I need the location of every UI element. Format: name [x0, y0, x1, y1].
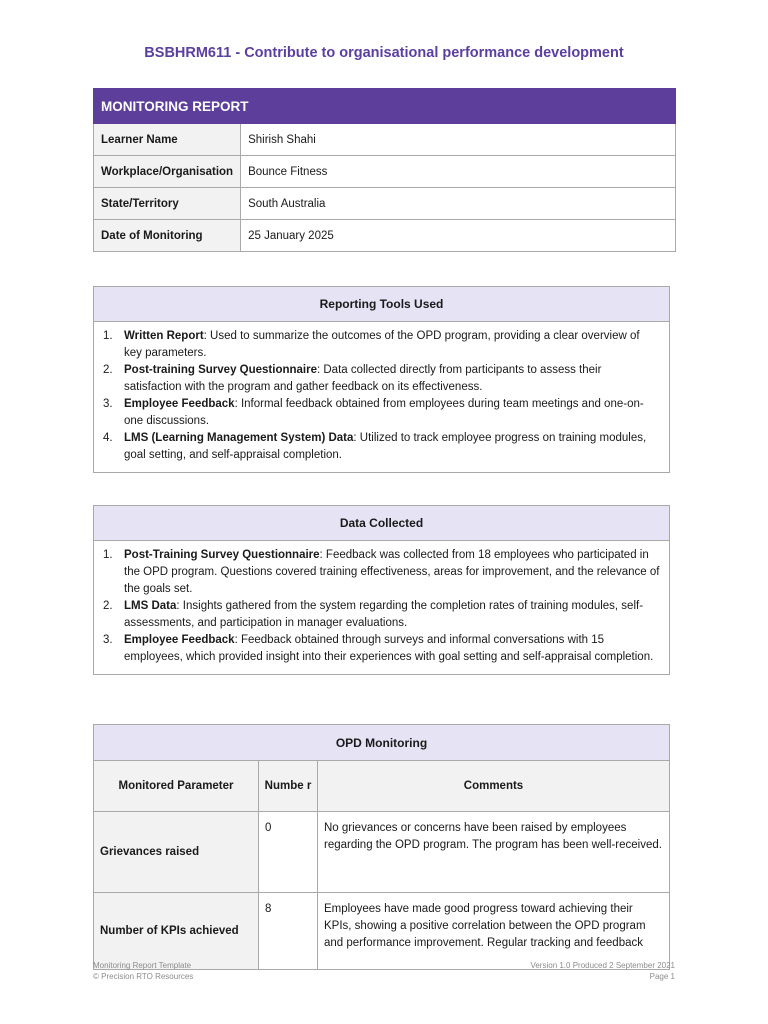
- comment-cell: Employees have made good progress toward achieving their KPIs, showing a positive correlation between the OPD program and performance improvement. Regular tracking and feedback: [318, 893, 670, 970]
- parameter-cell: Number of KPIs achieved: [94, 893, 259, 970]
- data-collected-list: [103, 547, 660, 666]
- comment-cell: No grievances or concerns have been raised by employees regarding the OPD program. The program has been well-received.: [318, 812, 670, 893]
- document-title: BSBHRM611 - Contribute to organisational performance development: [144, 45, 624, 61]
- date-value: 25 January 2025: [241, 220, 676, 252]
- table-row: [94, 188, 676, 220]
- list-item-text: : Informal feedback obtained from employees during team meetings and one-on-one discussions.: [124, 398, 644, 427]
- column-header-parameter: Monitored Parameter: [94, 761, 259, 812]
- reporting-tools-header: Reporting Tools Used: [94, 287, 670, 322]
- footer-left: [93, 960, 193, 982]
- reporting-tools-section: [93, 286, 670, 473]
- footer-page-number: Page 1: [649, 972, 675, 981]
- opd-monitoring-header: OPD Monitoring: [94, 725, 670, 761]
- footer-copyright: © Precision RTO Resources: [93, 972, 194, 981]
- list-number: 4.: [103, 432, 113, 444]
- data-collected-header: Data Collected: [94, 506, 670, 541]
- state-label: State/Territory: [94, 188, 241, 220]
- list-item-title: Employee Feedback: [124, 398, 235, 410]
- opd-monitoring-table: [93, 724, 670, 970]
- table-row: [94, 893, 670, 970]
- list-item-text: : Feedback was collected from 18 employees who participated in the OPD program. Questions covered training effectiveness, areas for improvement, and the relevance of the goals set.: [124, 549, 660, 595]
- list-item: [103, 328, 660, 362]
- list-item: [103, 430, 660, 464]
- list-item-title: Employee Feedback: [124, 634, 235, 646]
- list-item-text: : Insights gathered from the system regarding the completion rates of training modules, self-assessments, and participation in manager evaluations.: [124, 600, 644, 629]
- list-item: [103, 396, 660, 430]
- footer-template-name: Monitoring Report Template: [93, 961, 192, 970]
- list-item-title: LMS Data: [124, 600, 177, 612]
- number-cell: 8: [259, 893, 318, 970]
- date-label: Date of Monitoring: [94, 220, 241, 252]
- list-number: 1.: [103, 330, 113, 342]
- list-item-title: Post-Training Survey Questionnaire: [124, 549, 320, 561]
- list-number: 1.: [103, 549, 113, 561]
- footer-right: [530, 960, 675, 982]
- table-row: [94, 156, 676, 188]
- list-number: 3.: [103, 398, 113, 410]
- table-row: [94, 812, 670, 893]
- list-item-title: Written Report: [124, 330, 204, 342]
- list-item: [103, 632, 660, 666]
- parameter-cell: Grievances raised: [94, 812, 259, 893]
- data-collected-section: [93, 505, 670, 675]
- monitoring-report-header: MONITORING REPORT: [94, 89, 676, 124]
- column-header-comments: Comments: [318, 761, 670, 812]
- monitoring-report-table: [93, 88, 676, 252]
- table-row: [94, 220, 676, 252]
- list-number: 2.: [103, 364, 113, 376]
- list-item: [103, 598, 660, 632]
- list-number: 2.: [103, 600, 113, 612]
- list-item: [103, 547, 660, 598]
- column-header-number: Numbe r: [259, 761, 318, 812]
- reporting-tools-list: [103, 328, 660, 464]
- list-item: [103, 362, 660, 396]
- workplace-value: Bounce Fitness: [241, 156, 676, 188]
- footer-version: Version 1.0 Produced 2 September 2021: [530, 961, 675, 970]
- learner-name-label: Learner Name: [94, 124, 241, 156]
- learner-name-value: Shirish Shahi: [241, 124, 676, 156]
- list-number: 3.: [103, 634, 113, 646]
- list-item-text: : Utilized to track employee progress on training modules, goal setting, and self-appraisal completion.: [124, 432, 647, 461]
- table-row: [94, 124, 676, 156]
- list-item-text: : Feedback obtained through surveys and informal conversations with 15 employees, which provided insight into their experiences with goal setting and self-appraisal completion.: [124, 634, 654, 663]
- list-item-title: LMS (Learning Management System) Data: [124, 432, 354, 444]
- state-value: South Australia: [241, 188, 676, 220]
- number-cell: 0: [259, 812, 318, 893]
- workplace-label: Workplace/Organisation: [94, 156, 241, 188]
- list-item-text: : Data collected directly from participants to assess their satisfaction with the program and gather feedback on its effectiveness.: [124, 364, 602, 393]
- list-item-text: : Used to summarize the outcomes of the OPD program, providing a clear overview of key parameters.: [124, 330, 640, 359]
- list-item-title: Post-training Survey Questionnaire: [124, 364, 317, 376]
